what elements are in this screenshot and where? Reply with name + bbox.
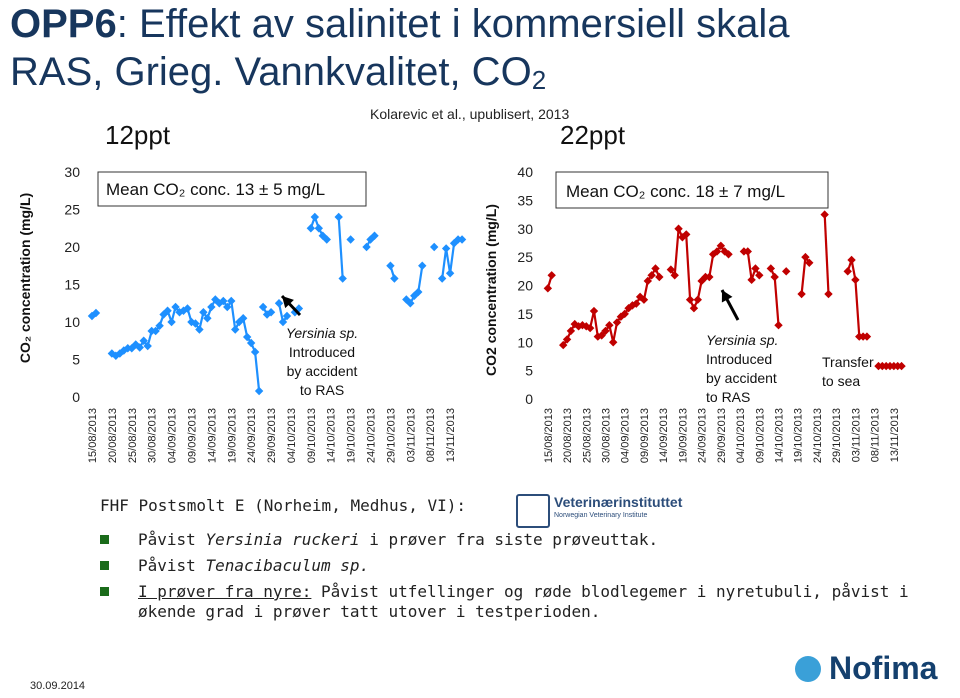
x-tick-label: 29/10/2013 bbox=[831, 408, 844, 464]
bullet-text: Påvist bbox=[138, 556, 206, 575]
bullet-italic: Yersinia ruckeri bbox=[205, 530, 360, 549]
bullet-square-icon bbox=[100, 535, 109, 544]
data-point bbox=[386, 262, 394, 270]
x-tick-label: 20/08/2013 bbox=[562, 408, 575, 464]
data-point bbox=[167, 318, 175, 326]
nofima-logo bbox=[795, 650, 937, 687]
x-tick-label: 08/11/2013 bbox=[869, 408, 882, 463]
x-tick-label: 25/08/2013 bbox=[581, 408, 594, 464]
vet-logo-name: Veterinærinstituttet bbox=[554, 494, 683, 510]
annotation-text: Transfer bbox=[822, 354, 874, 370]
data-point bbox=[544, 284, 552, 292]
x-tick-label: 15/08/2013 bbox=[86, 408, 99, 464]
data-point bbox=[338, 274, 346, 282]
data-point bbox=[390, 274, 398, 282]
x-tick-label: 04/09/2013 bbox=[619, 408, 632, 464]
series-line bbox=[339, 217, 343, 279]
x-tick-label: 09/09/2013 bbox=[638, 408, 651, 464]
data-point bbox=[770, 273, 778, 281]
series-line bbox=[825, 215, 829, 294]
data-point bbox=[844, 267, 852, 275]
annotation-text: Introduced bbox=[288, 344, 356, 360]
data-point bbox=[430, 243, 438, 251]
data-point bbox=[755, 271, 763, 279]
panel-label-12ppt: 12ppt bbox=[105, 120, 171, 150]
x-tick-label: 04/09/2013 bbox=[166, 408, 179, 464]
bullet-text: Påvist bbox=[138, 530, 206, 549]
x-tick-label: 19/10/2013 bbox=[792, 408, 805, 464]
bullet-item bbox=[100, 582, 920, 622]
y-tick-label: 0 bbox=[525, 391, 533, 407]
data-point bbox=[609, 338, 617, 346]
data-point bbox=[674, 225, 682, 233]
bullet-square-icon bbox=[100, 561, 109, 570]
data-point bbox=[851, 276, 859, 284]
data-point bbox=[694, 295, 702, 303]
annotation-text: by accident bbox=[286, 363, 358, 379]
y-tick-label: 15 bbox=[517, 305, 533, 322]
x-tick-label: 25/08/2013 bbox=[126, 408, 139, 464]
data-point bbox=[690, 304, 698, 312]
x-tick-label: 24/09/2013 bbox=[246, 408, 259, 464]
y-tick-label: 5 bbox=[525, 362, 533, 379]
x-tick-label: 13/11/2013 bbox=[445, 408, 458, 463]
data-point bbox=[820, 210, 828, 218]
data-point bbox=[362, 243, 370, 251]
x-tick-label: 30/08/2013 bbox=[600, 408, 613, 464]
x-tick-label: 15/08/2013 bbox=[542, 408, 555, 464]
vet-logo-icon bbox=[516, 494, 550, 528]
y-tick-label: 25 bbox=[517, 249, 533, 266]
y-tick-label: 25 bbox=[64, 201, 80, 218]
data-point bbox=[275, 299, 283, 307]
mean-box-label: Mean CO₂ conc. 13 ± 5 mg/L bbox=[106, 180, 326, 199]
title-subscript: 2 bbox=[531, 65, 547, 95]
vet-logo-sub: Norwegian Veterinary Institute bbox=[554, 512, 648, 519]
x-tick-label: 20/08/2013 bbox=[106, 408, 119, 464]
x-tick-label: 09/10/2013 bbox=[305, 408, 318, 464]
y-tick-label: 35 bbox=[517, 192, 533, 209]
y-tick-label: 10 bbox=[517, 334, 533, 351]
data-point bbox=[231, 325, 239, 333]
annotation-text: Yersinia sp. bbox=[706, 332, 779, 348]
title-bold-part: OPP6 bbox=[10, 2, 117, 46]
y-tick-label: 0 bbox=[72, 389, 80, 405]
data-point bbox=[655, 273, 663, 281]
data-point bbox=[259, 303, 267, 311]
data-point bbox=[847, 256, 855, 264]
bullet-item bbox=[100, 530, 920, 550]
annotation-text: by accident bbox=[706, 370, 777, 386]
x-tick-label: 14/09/2013 bbox=[658, 408, 671, 464]
data-point bbox=[307, 224, 315, 232]
data-point bbox=[438, 274, 446, 282]
x-tick-label: 04/10/2013 bbox=[735, 408, 748, 464]
mean-box-label: Mean CO₂ conc. 18 ± 7 mg/L bbox=[566, 182, 786, 201]
x-tick-label: 24/10/2013 bbox=[811, 408, 824, 464]
x-tick-label: 24/10/2013 bbox=[365, 408, 378, 464]
data-point bbox=[686, 295, 694, 303]
data-point bbox=[315, 224, 323, 232]
y-tick-label: 15 bbox=[64, 276, 80, 293]
x-tick-label: 09/10/2013 bbox=[754, 408, 767, 464]
x-tick-label: 29/09/2013 bbox=[715, 408, 728, 464]
y-tick-label: 20 bbox=[64, 239, 80, 255]
data-point bbox=[747, 276, 755, 284]
title-line2: RAS, Grieg. Vannkvalitet, CO bbox=[10, 50, 532, 94]
footer-intro: FHF Postsmolt E (Norheim, Medhus, VI): bbox=[100, 496, 467, 515]
x-tick-label: 24/09/2013 bbox=[696, 408, 709, 464]
x-tick-label: 29/09/2013 bbox=[266, 408, 279, 464]
y-axis-label: CO₂ concentration (mg/L) bbox=[17, 192, 33, 364]
data-point bbox=[751, 264, 759, 272]
x-tick-label: 04/10/2013 bbox=[285, 408, 298, 464]
annotation-text: to RAS bbox=[299, 382, 345, 398]
y-tick-label: 40 bbox=[517, 164, 533, 180]
data-point bbox=[590, 307, 598, 315]
x-tick-label: 14/10/2013 bbox=[773, 408, 786, 464]
x-tick-label: 29/10/2013 bbox=[385, 408, 398, 464]
y-tick-label: 5 bbox=[72, 351, 80, 368]
bullet-square-icon bbox=[100, 587, 109, 596]
x-tick-label: 08/11/2013 bbox=[425, 408, 438, 463]
nofima-mark-icon bbox=[795, 656, 821, 682]
x-tick-label: 13/11/2013 bbox=[888, 408, 901, 463]
data-point bbox=[442, 244, 450, 252]
y-tick-label: 30 bbox=[517, 220, 533, 237]
data-point bbox=[824, 290, 832, 298]
bullet-italic: Tenacibaculum sp. bbox=[205, 556, 370, 575]
bullet-text: i prøver fra siste prøveuttak. bbox=[359, 530, 659, 549]
data-point bbox=[251, 348, 259, 356]
bullet-underline: I prøver fra nyre: bbox=[138, 582, 312, 601]
annotation-text: to RAS bbox=[706, 389, 751, 405]
veterinaerinstituttet-logo bbox=[516, 490, 683, 530]
annotation-text: Yersinia sp. bbox=[285, 325, 359, 341]
data-point bbox=[346, 235, 354, 243]
x-tick-label: 09/09/2013 bbox=[186, 408, 199, 464]
series-line bbox=[671, 229, 729, 308]
x-tick-label: 03/11/2013 bbox=[405, 408, 418, 463]
data-point bbox=[418, 262, 426, 270]
panel-label-22ppt: 22ppt bbox=[560, 120, 626, 150]
y-tick-label: 10 bbox=[64, 314, 80, 330]
x-tick-label: 14/10/2013 bbox=[325, 408, 338, 464]
y-tick-label: 20 bbox=[517, 277, 533, 294]
slide-date: 30.09.2014 bbox=[30, 680, 86, 692]
title-line1-rest: : Effekt av salinitet i kommersiell skala bbox=[116, 2, 790, 46]
data-point bbox=[774, 321, 782, 329]
data-point bbox=[767, 264, 775, 272]
bullet-list bbox=[100, 530, 920, 628]
citation: Kolarevic et al., upublisert, 2013 bbox=[370, 106, 570, 122]
data-point bbox=[797, 290, 805, 298]
annotation-text: to sea bbox=[822, 373, 861, 389]
data-point bbox=[334, 213, 342, 221]
bullet-item bbox=[100, 556, 920, 576]
bullet-text: Påvist utfellinger og røde blodlegemer i nyretubuli, påvist i økende grad i prøver tatt utover i testperioden. bbox=[138, 582, 909, 621]
x-tick-label: 30/08/2013 bbox=[146, 408, 159, 464]
data-point bbox=[651, 264, 659, 272]
x-tick-label: 19/09/2013 bbox=[226, 408, 239, 464]
x-tick-label: 19/10/2013 bbox=[345, 408, 358, 464]
data-point bbox=[547, 271, 555, 279]
data-point bbox=[446, 269, 454, 277]
y-axis-label: CO2 concentration (mg/L) bbox=[483, 204, 499, 376]
y-tick-label: 30 bbox=[64, 164, 80, 180]
x-tick-label: 03/11/2013 bbox=[850, 408, 863, 463]
data-point bbox=[255, 387, 263, 395]
annotation-text: Introduced bbox=[706, 351, 773, 367]
x-tick-label: 19/09/2013 bbox=[677, 408, 690, 464]
nofima-logo-text: Nofima bbox=[829, 650, 938, 686]
data-point bbox=[207, 303, 215, 311]
data-point bbox=[311, 213, 319, 221]
x-tick-label: 14/09/2013 bbox=[206, 408, 219, 464]
data-point bbox=[782, 267, 790, 275]
